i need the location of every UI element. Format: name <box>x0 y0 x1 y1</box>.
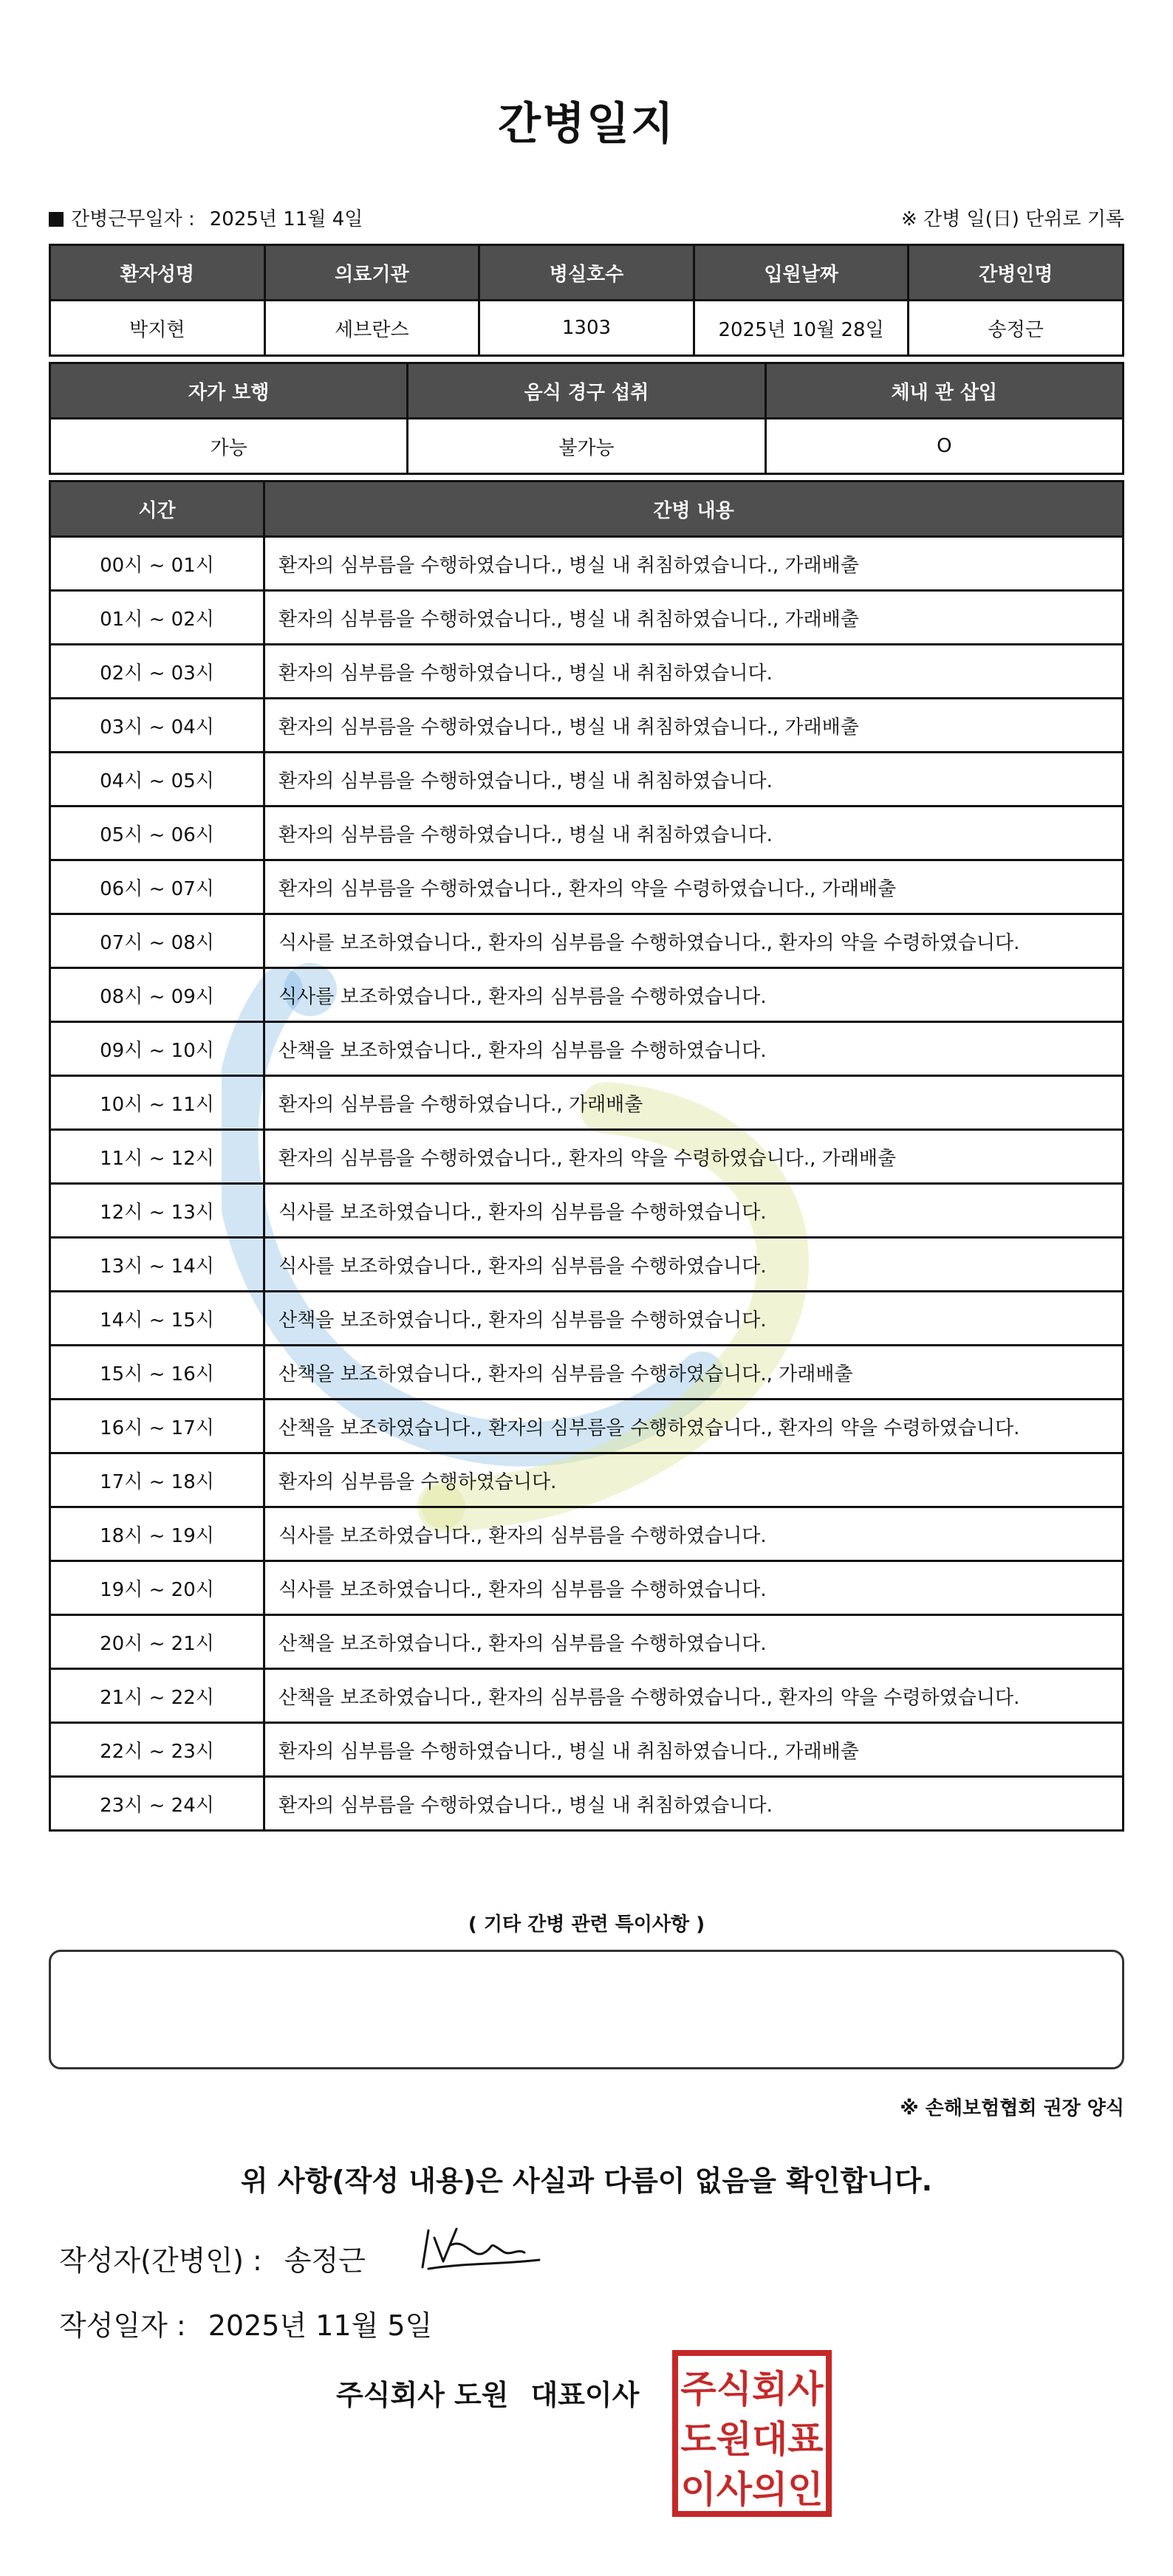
patient-name: 박지현 <box>50 301 265 356</box>
table-row <box>50 1561 1124 1615</box>
time-slot: 07시 ~ 08시 <box>50 914 264 968</box>
admission-date: 2025년 10월 28일 <box>694 301 909 356</box>
writer-row <box>59 2238 366 2278</box>
care-content: 환자의 심부름을 수행하였습니다., 병실 내 취침하였습니다. <box>264 753 1124 806</box>
care-content: 환자의 심부름을 수행하였습니다., 환자의 약을 수령하였습니다., 가래배출 <box>264 860 1124 914</box>
table-row <box>50 1076 1124 1130</box>
company-name: 주식회사 도원 <box>336 2379 509 2411</box>
care-content: 환자의 심부름을 수행하였습니다., 병실 내 취침하였습니다. <box>264 806 1124 860</box>
time-slot: 13시 ~ 14시 <box>50 1238 264 1292</box>
time-slot: 19시 ~ 20시 <box>50 1561 264 1615</box>
header-caregiver-name: 간병인명 <box>909 245 1124 301</box>
header-admission-date: 입원날짜 <box>694 245 909 301</box>
time-slot: 04시 ~ 05시 <box>50 753 264 806</box>
time-slot: 20시 ~ 21시 <box>50 1615 264 1669</box>
table-row <box>50 1238 1124 1292</box>
table-row <box>50 645 1124 699</box>
room-number: 1303 <box>479 301 694 356</box>
confirmation-statement: 위 사항(작성 내용)은 사실과 다름이 없음을 확인합니다. <box>240 2165 933 2197</box>
care-content: 식사를 보조하였습니다., 환자의 심부름을 수행하였습니다. <box>264 968 1124 1022</box>
time-slot: 21시 ~ 22시 <box>50 1669 264 1723</box>
patient-ability-table <box>49 362 1124 475</box>
care-content: 식사를 보조하였습니다., 환자의 심부름을 수행하였습니다. <box>264 1184 1124 1238</box>
time-slot: 01시 ~ 02시 <box>50 591 264 645</box>
notes-title: ( 기타 간병 관련 특이사항 ) <box>468 1914 705 1936</box>
care-content: 환자의 심부름을 수행하였습니다., 병실 내 취침하였습니다. <box>264 1777 1124 1831</box>
time-slot: 22시 ~ 23시 <box>50 1723 264 1777</box>
signature-image <box>414 2216 547 2282</box>
care-content: 산책을 보조하였습니다., 환자의 심부름을 수행하였습니다., 가래배출 <box>264 1346 1124 1400</box>
header-patient-name: 환자성명 <box>50 245 265 301</box>
care-content: 환자의 심부름을 수행하였습니다., 병실 내 취침하였습니다., 가래배출 <box>264 1723 1124 1777</box>
time-slot: 08시 ~ 09시 <box>50 968 264 1022</box>
care-content: 환자의 심부름을 수행하였습니다., 가래배출 <box>264 1076 1124 1130</box>
time-slot: 10시 ~ 11시 <box>50 1076 264 1130</box>
special-notes-box <box>49 1950 1124 2069</box>
table-row <box>50 1615 1124 1669</box>
time-slot: 23시 ~ 24시 <box>50 1777 264 1831</box>
table-row <box>50 537 1124 591</box>
time-slot: 06시 ~ 07시 <box>50 860 264 914</box>
time-slot: 02시 ~ 03시 <box>50 645 264 699</box>
header-tube-insertion: 체내 관 삽입 <box>765 363 1123 419</box>
oral-intake-value: 불가능 <box>408 419 765 474</box>
company-signature <box>336 2372 639 2413</box>
work-date-label: 간병근무일자 : <box>71 208 195 230</box>
table-row <box>50 968 1124 1022</box>
work-date-value: 2025년 11월 4일 <box>209 208 363 230</box>
header-time: 시간 <box>50 482 264 537</box>
care-content: 식사를 보조하였습니다., 환자의 심부름을 수행하였습니다. <box>264 1238 1124 1292</box>
writer-label: 작성자(간병인) : <box>59 2244 262 2277</box>
time-slot: 11시 ~ 12시 <box>50 1130 264 1184</box>
time-slot: 05시 ~ 06시 <box>50 806 264 860</box>
time-slot: 09시 ~ 10시 <box>50 1022 264 1076</box>
care-content: 환자의 심부름을 수행하였습니다., 병실 내 취침하였습니다., 가래배출 <box>264 699 1124 753</box>
company-representative: 대표이사 <box>530 2379 640 2411</box>
table-row <box>50 1184 1124 1238</box>
care-content: 환자의 심부름을 수행하였습니다., 병실 내 취침하였습니다., 가래배출 <box>264 537 1124 591</box>
svg-text:이사의인: 이사의인 <box>680 2468 824 2511</box>
time-slot: 03시 ~ 04시 <box>50 699 264 753</box>
time-slot: 18시 ~ 19시 <box>50 1507 264 1561</box>
table-row <box>50 1777 1124 1831</box>
writer-name: 송정근 <box>284 2244 366 2277</box>
table-row <box>50 699 1124 753</box>
caregiver-name: 송정근 <box>909 301 1124 356</box>
work-date <box>49 204 363 231</box>
form-recommendation-note: ※ 손해보험협회 권장 양식 <box>900 2097 1124 2120</box>
care-content: 산책을 보조하였습니다., 환자의 심부름을 수행하였습니다. <box>264 1022 1124 1076</box>
time-slot: 14시 ~ 15시 <box>50 1292 264 1346</box>
care-content: 식사를 보조하였습니다., 환자의 심부름을 수행하였습니다., 환자의 약을 수령하였습니다. <box>264 914 1124 968</box>
record-unit-note: ※ 간병 일(日) 단위로 기록 <box>900 208 1124 230</box>
table-row <box>50 806 1124 860</box>
table-row <box>50 1346 1124 1400</box>
written-date-row <box>59 2303 432 2343</box>
self-walking-value: 가능 <box>50 419 408 474</box>
table-row <box>50 914 1124 968</box>
written-date-label: 작성일자 : <box>59 2309 186 2342</box>
time-slot: 17시 ~ 18시 <box>50 1453 264 1507</box>
patient-info-table <box>49 244 1124 357</box>
care-content: 식사를 보조하였습니다., 환자의 심부름을 수행하였습니다. <box>264 1561 1124 1615</box>
care-schedule-table <box>49 480 1124 1832</box>
table-row <box>50 1130 1124 1184</box>
table-row <box>50 1723 1124 1777</box>
table-row <box>50 860 1124 914</box>
hospital-name: 세브란스 <box>264 301 479 356</box>
time-slot: 16시 ~ 17시 <box>50 1400 264 1453</box>
table-row <box>50 1400 1124 1453</box>
table-row <box>50 1292 1124 1346</box>
table-row <box>50 1507 1124 1561</box>
header-oral-intake: 음식 경구 섭취 <box>408 363 765 419</box>
care-content: 식사를 보조하였습니다., 환자의 심부름을 수행하였습니다. <box>264 1507 1124 1561</box>
care-content: 산책을 보조하였습니다., 환자의 심부름을 수행하였습니다. <box>264 1615 1124 1669</box>
time-slot: 12시 ~ 13시 <box>50 1184 264 1238</box>
care-content: 산책을 보조하였습니다., 환자의 심부름을 수행하였습니다. <box>264 1292 1124 1346</box>
document-title: 간병일지 <box>498 98 675 150</box>
svg-text:도원대표: 도원대표 <box>680 2418 824 2461</box>
time-slot: 15시 ~ 16시 <box>50 1346 264 1400</box>
table-row <box>50 753 1124 806</box>
table-row <box>50 1022 1124 1076</box>
company-seal-stamp <box>671 2349 833 2518</box>
table-row <box>50 1453 1124 1507</box>
header-self-walking: 자가 보행 <box>50 363 408 419</box>
header-room-number: 병실호수 <box>479 245 694 301</box>
header-hospital: 의료기관 <box>264 245 479 301</box>
svg-text:주식회사: 주식회사 <box>680 2368 824 2411</box>
care-content: 환자의 심부름을 수행하였습니다., 병실 내 취침하였습니다. <box>264 645 1124 699</box>
care-content: 환자의 심부름을 수행하였습니다., 환자의 약을 수령하였습니다., 가래배출 <box>264 1130 1124 1184</box>
care-content: 산책을 보조하였습니다., 환자의 심부름을 수행하였습니다., 환자의 약을 수령하였습니다. <box>264 1669 1124 1723</box>
care-content: 산책을 보조하였습니다., 환자의 심부름을 수행하였습니다., 환자의 약을 수령하였습니다. <box>264 1400 1124 1453</box>
square-bullet-icon <box>49 212 64 227</box>
table-row <box>50 591 1124 645</box>
written-date-value: 2025년 11월 5일 <box>208 2309 433 2342</box>
table-row <box>50 1669 1124 1723</box>
care-content: 환자의 심부름을 수행하였습니다., 병실 내 취침하였습니다., 가래배출 <box>264 591 1124 645</box>
header-care-content: 간병 내용 <box>264 482 1124 537</box>
care-content: 환자의 심부름을 수행하였습니다. <box>264 1453 1124 1507</box>
schedule-rows <box>50 537 1124 1831</box>
time-slot: 00시 ~ 01시 <box>50 537 264 591</box>
tube-insertion-value: O <box>765 419 1123 474</box>
